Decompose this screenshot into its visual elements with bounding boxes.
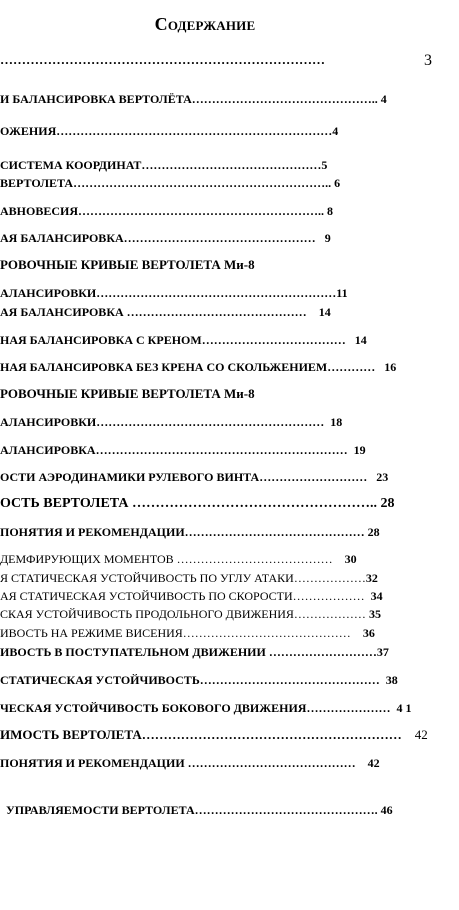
toc-entry-text: СКАЯ УСТОЙЧИВОСТЬ ПРОДОЛЬНОГО ДВИЖЕНИЯ……………… xyxy=(0,607,366,621)
toc-entry-page: 18 xyxy=(330,415,343,429)
toc-entry-page: 23 xyxy=(376,470,389,484)
toc-entry-text: ВЕРТОЛЕТА……………………………………………………….. xyxy=(0,176,332,190)
toc-entry xyxy=(0,359,396,375)
toc-entry-text: УПРАВЛЯЕМОСТИ ВЕРТОЛЕТА………………………………………. xyxy=(6,803,378,817)
toc-entry xyxy=(0,700,411,716)
toc-entry-page: 46 xyxy=(380,803,393,817)
toc-entry xyxy=(0,588,383,604)
toc-entry-page: 5 xyxy=(321,158,328,172)
toc-entry-page: 4 xyxy=(380,92,387,106)
toc-entry-text: ПОНЯТИЯ И РЕКОМЕНДАЦИИ …………………………………… xyxy=(0,756,356,770)
toc-entry-text: ИВОСТЬ В ПОСТУПАТЕЛЬНОМ ДВИЖЕНИИ ……………………… xyxy=(0,645,377,659)
page-title: Содержание xyxy=(154,14,256,34)
toc-entry xyxy=(0,332,367,348)
toc-entry-page: 3 xyxy=(424,53,432,69)
toc-entry xyxy=(0,727,428,743)
toc-entry-text: ОЖЕНИЯ…………………………………………………………… xyxy=(0,124,333,138)
toc-entry-page: 19 xyxy=(353,443,366,457)
toc-entry xyxy=(0,91,387,107)
toc-entry xyxy=(0,175,340,191)
toc-entry-page: 30 xyxy=(344,552,357,566)
toc-entry xyxy=(0,755,380,771)
toc-entry-text: ………………………………………………………………… xyxy=(0,52,325,67)
toc-entry-page: 9 xyxy=(324,231,331,245)
toc-entry xyxy=(0,672,398,688)
toc-entry xyxy=(0,606,381,622)
toc-entry xyxy=(0,524,380,540)
toc-entry xyxy=(0,496,395,512)
toc-entry-text: АЛАНСИРОВКА……………………………………………………… xyxy=(0,443,348,457)
toc-entry-text: НАЯ БАЛАНСИРОВКА БЕЗ КРЕНА СО СКОЛЬЖЕНИЕМ………… xyxy=(0,360,376,374)
toc-entry xyxy=(6,802,393,818)
toc-entry xyxy=(0,644,389,660)
toc-entry xyxy=(0,257,255,273)
toc-entry-page: 6 xyxy=(334,176,341,190)
toc-entry-text: АЯ БАЛАНСИРОВКА ……………………………………… xyxy=(0,305,307,319)
toc-entry xyxy=(0,625,375,641)
toc-entry xyxy=(0,414,342,430)
toc-entry-page: 14 xyxy=(318,305,331,319)
toc-entry-page: 35 xyxy=(368,607,381,621)
toc-entry xyxy=(0,442,366,458)
toc-entry-text: И БАЛАНСИРОВКА ВЕРТОЛЁТА……………………………………….. xyxy=(0,92,378,106)
toc-entry xyxy=(0,570,378,586)
toc-entry-text: ИМОСТЬ ВЕРТОЛЕТА…………………………………………………… xyxy=(0,727,402,742)
toc-entry-text: ОСТЬ ВЕРТОЛЕТА …………………………………………….. xyxy=(0,496,378,511)
toc-entry-page: 11 xyxy=(336,286,348,300)
toc-entry xyxy=(0,551,357,567)
toc-entry-text: ПОНЯТИЯ И РЕКОМЕНДАЦИИ……………………………………… xyxy=(0,525,365,539)
toc-entry-page: 28 xyxy=(380,496,395,511)
toc-entry-text: ДЕМФИРУЮЩИХ МОМЕНТОВ ………………………………… xyxy=(0,552,333,566)
toc-entry xyxy=(0,469,388,485)
toc-entry-page: 8 xyxy=(327,204,334,218)
toc-entry-text: АЛАНСИРОВКИ………………………………………………… xyxy=(0,415,325,429)
toc-entry-page: 32 xyxy=(365,571,378,585)
toc-entry xyxy=(0,304,331,320)
toc-entry xyxy=(0,123,338,139)
toc-entry-page: 42 xyxy=(414,727,428,742)
toc-entry-text: ИВОСТЬ НА РЕЖИМЕ ВИСЕНИЯ…………………………………… xyxy=(0,626,351,640)
toc-entry-page: 4 xyxy=(332,124,339,138)
toc-entry-text: СИСТЕМА КООРДИНАТ……………………………………… xyxy=(0,158,322,172)
toc-entry-page: 34 xyxy=(370,589,383,603)
toc-entry-text: РОВОЧНЫЕ КРИВЫЕ ВЕРТОЛЕТА Ми-8 xyxy=(0,257,255,272)
toc-entry-page: 36 xyxy=(362,626,375,640)
toc-entry xyxy=(0,52,325,68)
toc-entry-text: ОСТИ АЭРОДИНАМИКИ РУЛЕВОГО ВИНТА……………………… xyxy=(0,470,368,484)
toc-entry-text: АЯ СТАТИЧЕСКАЯ УСТОЙЧИВОСТЬ ПО СКОРОСТИ……………… xyxy=(0,589,365,603)
toc-entry-page: 42 xyxy=(367,756,380,770)
toc-entry-page: 14 xyxy=(354,333,367,347)
toc-entry xyxy=(0,157,327,173)
toc-entry xyxy=(0,203,333,219)
toc-entry-page: 28 xyxy=(367,525,380,539)
toc-entry-text: АЯ БАЛАНСИРОВКА………………………………………… xyxy=(0,231,316,245)
toc-entry-text: РОВОЧНЫЕ КРИВЫЕ ВЕРТОЛЕТА Ми-8 xyxy=(0,386,255,401)
toc-entry-text: СТАТИЧЕСКАЯ УСТОЙЧИВОСТЬ……………………………………… xyxy=(0,673,380,687)
toc-entry xyxy=(0,285,348,301)
toc-entry-page: 38 xyxy=(385,673,398,687)
toc-entry xyxy=(0,386,255,402)
toc-entry xyxy=(0,230,331,246)
toc-entry-text: НАЯ БАЛАНСИРОВКА С КРЕНОМ……………………………… xyxy=(0,333,346,347)
toc-entry-page: 4 1 xyxy=(396,701,412,715)
toc-entry-page: 37 xyxy=(376,645,389,659)
toc-entry-text: АВНОВЕСИЯ…………………………………………………….. xyxy=(0,204,325,218)
toc-entry-page: 16 xyxy=(384,360,397,374)
toc-entry-text: Я СТАТИЧЕСКАЯ УСТОЙЧИВОСТЬ ПО УГЛУ АТАКИ……………… xyxy=(0,571,366,585)
toc-entry-text: АЛАНСИРОВКИ…………………………………………………… xyxy=(0,286,337,300)
toc-entry-text: ЧЕСКАЯ УСТОЙЧИВОСТЬ БОКОВОГО ДВИЖЕНИЯ………………… xyxy=(0,701,391,715)
